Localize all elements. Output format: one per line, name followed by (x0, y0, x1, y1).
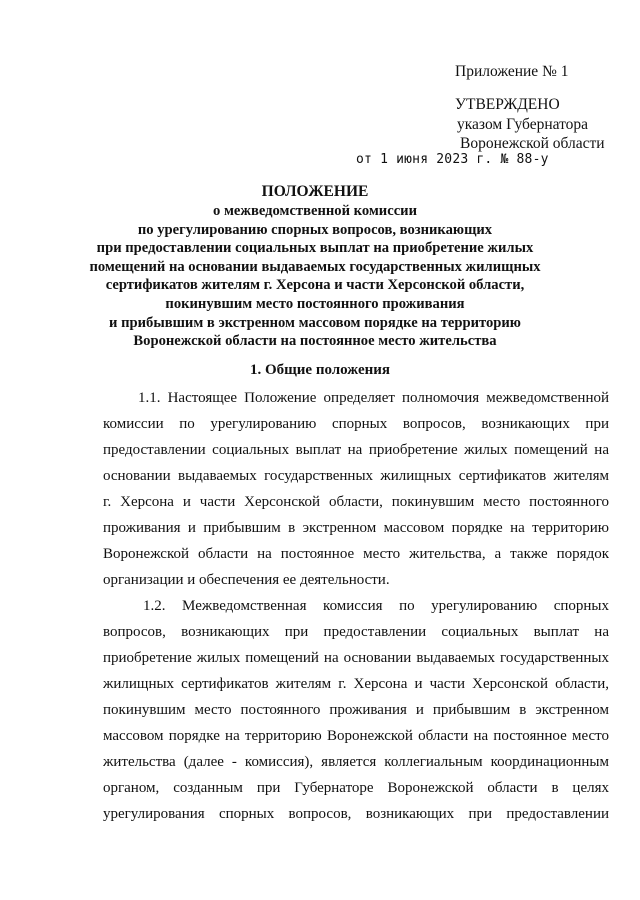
paragraph-line: приобретение жилых помещений на основании выдаваемых государственных (103, 650, 609, 666)
paragraph-line: предоставлении социальных выплат на приобретение жилых помещений на (103, 442, 609, 458)
document-title-block (60, 182, 570, 351)
paragraph-line: 1.1. Настоящее Положение определяет полномочия межведомственной (138, 390, 609, 406)
paragraph-line: массовом порядке на территорию Воронежской области на постоянное место (103, 728, 609, 744)
paragraph-line: органом, созданным при Губернаторе Воронежской области в целях (103, 780, 609, 796)
paragraph-line: урегулирования спорных вопросов, возникающих при предоставлении (103, 806, 609, 822)
section-heading: 1. Общие положения (249, 362, 391, 378)
paragraph-1-2 (103, 593, 609, 827)
paragraph-line: покинувшим место постоянного проживания и прибывшим в экстренном (103, 702, 609, 718)
approved-by: указом Губернатора (457, 116, 589, 133)
title-line: помещений на основании выдаваемых государственных жилищных (89, 258, 541, 275)
annex-label: Приложение № 1 (455, 63, 569, 80)
title-line: сертификатов жителям г. Херсона и части Херсонской области, (105, 277, 525, 294)
paragraph-1-1 (103, 385, 609, 593)
title-line: и прибывшим в экстренном массовом порядке на территорию (109, 314, 521, 331)
paragraph-line: Воронежской области на постоянное место жительства, а также порядок (103, 546, 609, 562)
paragraph-line: жительства (далее - комиссия), является коллегиальным координационным (103, 754, 609, 770)
paragraph-line: проживания и прибывшим в экстренном массовом порядке на территорию (103, 520, 609, 536)
approver-region: Воронежской области (460, 135, 605, 152)
paragraph-line: комиссии по урегулированию спорных вопросов, возникающих при (103, 416, 609, 432)
decree-date-number: от 1 июня 2023 г. № 88-у (356, 152, 549, 167)
paragraph-line: жилищных сертификатов жителям г. Херсона и части Херсонской области, (103, 676, 609, 692)
title-line: при предоставлении социальных выплат на приобретение жилых (96, 240, 534, 257)
paragraph-line: вопросов, возникающих при предоставлении социальных выплат на (103, 624, 609, 640)
paragraph-line: г. Херсона и части Херсонской области, покинувшим место постоянного (103, 494, 609, 510)
document-title: ПОЛОЖЕНИЕ (261, 183, 369, 200)
approved-label: УТВЕРЖДЕНО (455, 96, 560, 113)
paragraph-line: организации и обеспечения ее деятельности. (103, 572, 390, 588)
title-line: о межведомственной комиссии (213, 203, 417, 219)
paragraph-line: 1.2. Межведомственная комиссия по урегулированию спорных (143, 598, 609, 614)
title-line: по урегулированию спорных вопросов, возникающих (137, 221, 493, 238)
paragraph-line: основании выдаваемых государственных жилищных сертификатов жителям (103, 468, 609, 484)
title-line: Воронежской области на постоянное место жительства (133, 333, 497, 350)
title-line: покинувшим место постоянного проживания (165, 295, 465, 312)
